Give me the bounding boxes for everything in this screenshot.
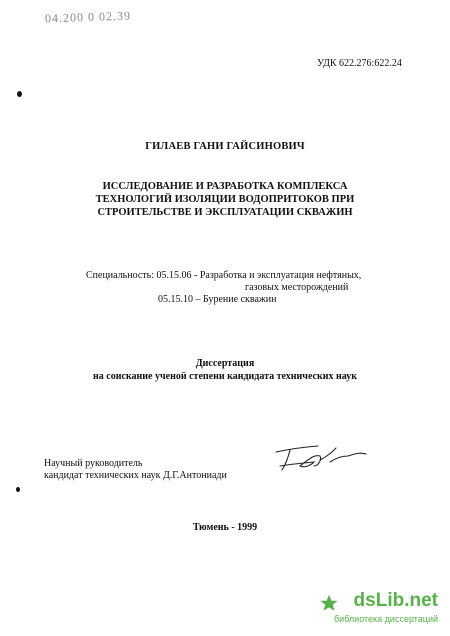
specialty-block xyxy=(86,270,361,306)
title-line-3: СТРОИТЕЛЬСТВЕ И ЭКСПЛУАТАЦИИ СКВАЖИН xyxy=(97,207,353,218)
margin-mark-bottom xyxy=(16,487,20,492)
archive-stamp-number: 04.200 0 02.39 xyxy=(44,8,132,26)
margin-mark-top xyxy=(17,91,22,97)
udk-code: УДК 622.276:622.24 xyxy=(317,58,402,69)
city-year: Тюмень - 1999 xyxy=(192,522,258,533)
watermark-brand: dsLib.net xyxy=(353,590,438,611)
dslib-logo-icon xyxy=(320,594,338,612)
author-name: ГИЛАЕВ ГАНИ ГАЙСИНОВИЧ xyxy=(145,141,305,152)
watermark-subtitle: библиотека диссертаций xyxy=(333,614,438,624)
specialty-line-2: газовых месторождений xyxy=(245,282,349,293)
dissertation-label: Диссертация xyxy=(195,358,255,369)
title-line-1: ИССЛЕДОВАНИЕ И РАЗРАБОТКА КОМПЛЕКСА xyxy=(102,181,348,192)
dissertation-title xyxy=(0,180,450,219)
dissertation-degree xyxy=(0,357,450,383)
advisor-name: кандидат технических наук Д.Г.Антониади xyxy=(44,470,227,481)
degree-line: на соискание ученой степени кандидата технических наук xyxy=(93,371,357,382)
signature xyxy=(270,432,370,477)
advisor-block xyxy=(44,458,227,482)
specialty-line-1: Специальность: 05.15.06 - Разработка и эксплуатация нефтяных, xyxy=(86,270,362,281)
specialty-line-3: 05.15.10 – Бурение скважин xyxy=(158,294,277,305)
advisor-label: Научный руководитель xyxy=(44,458,143,469)
dslib-watermark xyxy=(320,590,450,636)
title-line-2: ТЕХНОЛОГИЙ ИЗОЛЯЦИИ ВОДОПРИТОКОВ ПРИ xyxy=(95,194,355,205)
